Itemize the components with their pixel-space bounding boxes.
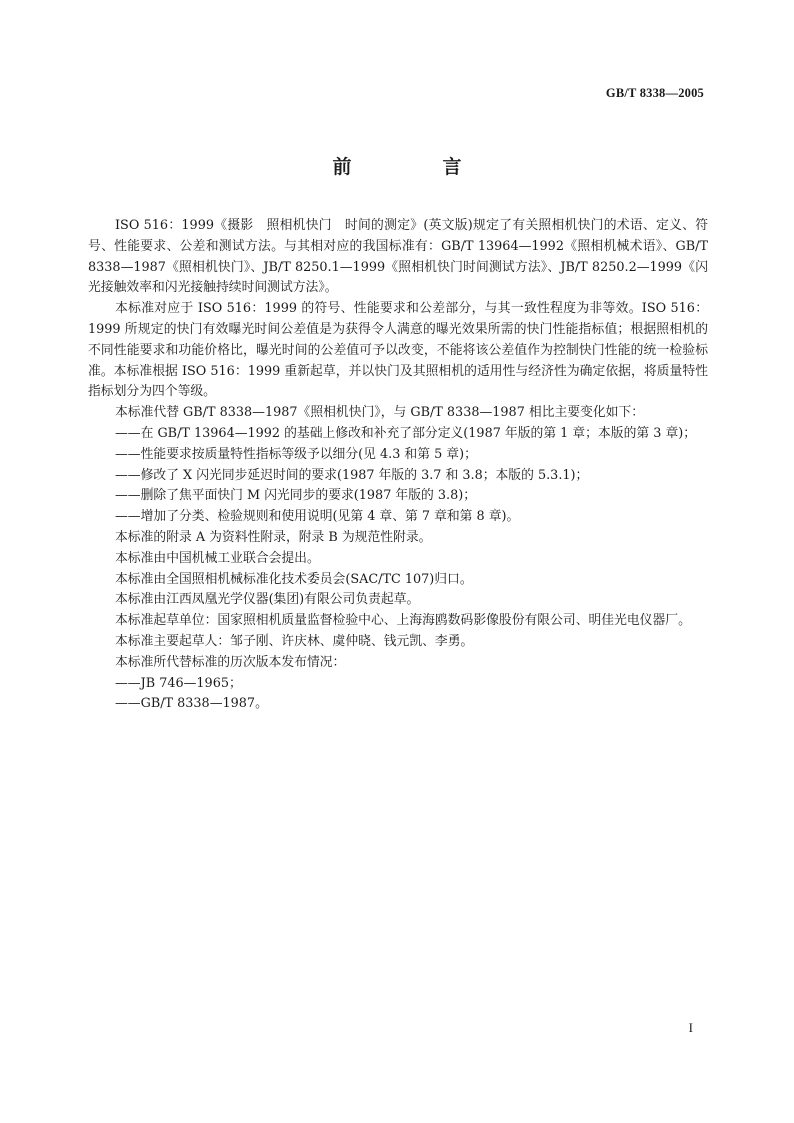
- change-item: ——修改了 X 闪光同步延迟时间的要求(1987 年版的 3.7 和 3.8；本版的 5.3.1)；: [115, 467, 589, 483]
- paragraph-committee: 本标准由全国照相机械标准化技术委员会(SAC/TC 107)归口。: [115, 571, 473, 587]
- paragraph-correspondence: 本标准对应于 ISO 516：1999 的符号、性能要求和公差部分，与其一致性程度为非等效。ISO 516：1999 所规定的快门有效曝光时间公差值是为获得令人满意的曝光效果所需的快门性能指标值；根据照相机的不同性能要求和功能价格比，曝光时间的公差值可予以改变，不能将该公差值作为控制快门性能的统一检验标准。本标准根据 ISO 516：1999 重新起草，并以快门及其照相机的适用性与经济性为确定依据，将质量特性指标划分为四个等级。: [88, 301, 708, 400]
- foreword-body: [88, 216, 708, 715]
- paragraph-iso-intro: ISO 516：1999《摄影 照相机快门 时间的测定》(英文版)规定了有关照相机快门的术语、定义、符号、性能要求、公差和测试方法。与其相对应的我国标准有：GB/T 13964—1992《照相机械术语》、GB/T 8338—1987《照相机快门》、JB/T 8250.1—1999《照相机快门时间测试方法》、JB/T 8250.2—1999《闪光接触效率和闪光接触持续时间测试方法》。: [88, 218, 708, 296]
- paragraph-history: 本标准所代替标准的历次版本发布情况：: [115, 654, 346, 670]
- change-item: ——性能要求按质量特性指标等级予以细分(见 4.3 和第 5 章)；: [115, 446, 477, 462]
- paragraph-drafting-units: 本标准起草单位：国家照相机质量监督检验中心、上海海鸥数码影像股份有限公司、明佳光电仪器厂。: [115, 613, 691, 629]
- paragraph-proposer: 本标准由中国机械工业联合会提出。: [115, 550, 320, 566]
- history-item: ——JB 746—1965；: [115, 675, 242, 691]
- paragraph-drafter: 本标准由江西凤凰光学仪器(集团)有限公司负责起草。: [115, 592, 420, 608]
- change-item: ——删除了焦平面快门 M 闪光同步的要求(1987 年版的 3.8)；: [115, 488, 477, 504]
- change-item: ——增加了分类、检验规则和使用说明(见第 4 章、第 7 章和第 8 章)。: [115, 509, 520, 525]
- paragraph-appendix: 本标准的附录 A 为资料性附录，附录 B 为规范性附录。: [115, 529, 432, 545]
- change-item: ——在 GB/T 13964—1992 的基础上修改和补充了部分定义(1987 年版的第 1 章；本版的第 3 章)；: [115, 425, 697, 441]
- history-item: ——GB/T 8338—1987。: [115, 696, 268, 712]
- paragraph-main-drafters: 本标准主要起草人：邹子刚、许庆林、虞仲晓、钱元凯、李勇。: [115, 633, 474, 649]
- standard-code: GB/T 8338—2005: [605, 86, 704, 100]
- page-number: I: [688, 1020, 693, 1035]
- paragraph-replacement: 本标准代替 GB/T 8338—1987《照相机快门》，与 GB/T 8338—1987 相比主要变化如下：: [115, 405, 645, 421]
- page-title: 前 言: [332, 156, 498, 178]
